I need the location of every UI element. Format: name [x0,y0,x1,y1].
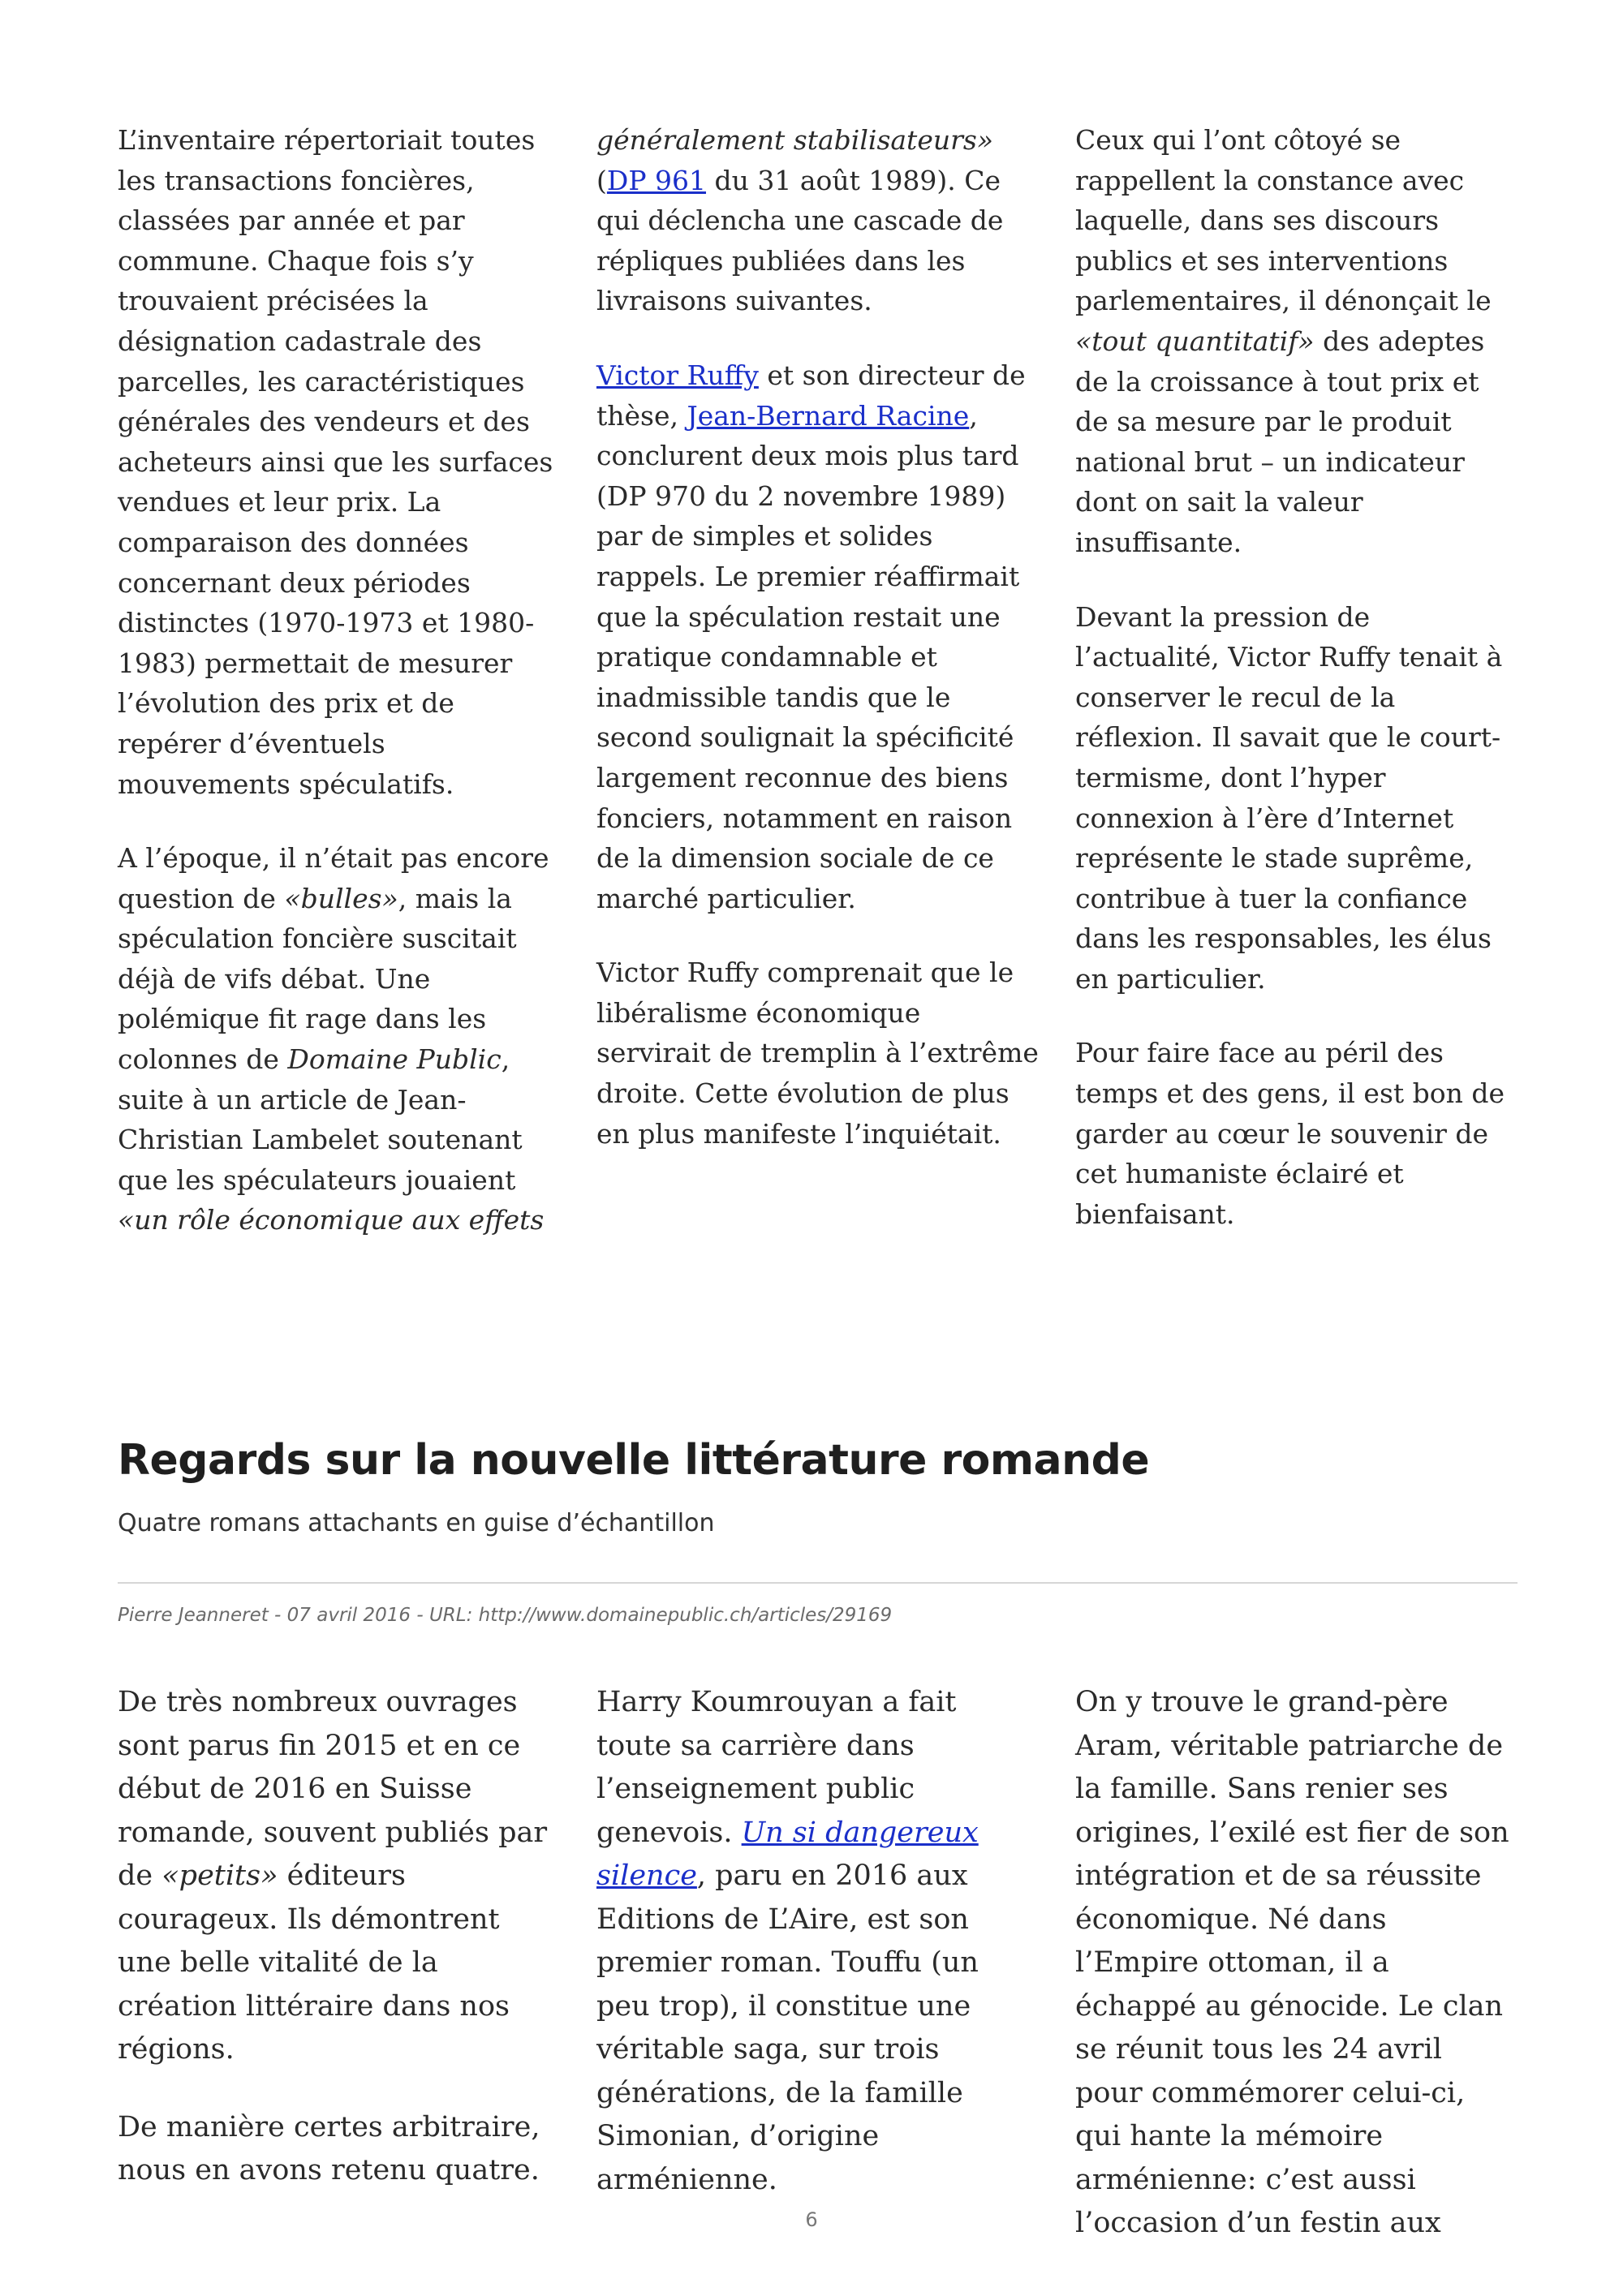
link-dp-961[interactable]: DP 961 [606,164,707,196]
publication-name: Domaine Public [287,1043,502,1076]
column-3 [1075,1681,1518,2246]
paragraph: On y trouve le grand-père Aram, véritable patriarche de la famille. Sans renier ses origines, l’exilé est fier de son intégration et de sa réussite économique. Né dans l’Empire ottoman, il a échappé au génocide. Le clan se réunit tous les 24 avril pour commémorer celui-ci, qui hante la mémoire arménienne: c’est aussi l’occasion d’un festin aux [1075,1686,1509,2239]
column-1 [118,1681,560,2246]
paragraph: Pour faire face au péril des temps et des gens, il est bon de garder au cœur le souvenir de cet humaniste éclairé et bienfaisant. [1075,1037,1505,1230]
column-3 [1075,120,1518,1240]
paragraph: L’inventaire répertoriait toutes les transactions foncières, classées par année et par commune. Chaque fois s’y trouvaient précisées la désignation cadastrale des parcelles, les caractéristiques générales des vendeurs et des acheteurs ainsi que les surfaces vendues et leur prix. La comparaison des données concernant deux périodes distinctes (1970-1973 et 1980-1983) permettait de mesurer l’évolution des prix et de repérer d’éventuels mouvements spéculatifs. [118,124,553,800]
paragraph: Harry Koumrouyan a fait toute sa carrière dans l’enseignement public genevois. Un si dangereux silence, paru en 2016 aux Editions de L’Aire, est son premier roman. Touffu (un peu trop), il constitue une véritable saga, sur trois générations, de la famille Simonian, d’origine arménienne. [596,1686,979,2196]
paragraph: Victor Ruffy comprenait que le libéralisme économique servirait de tremplin à l’extrême droite. Cette évolution de plus en plus manifeste l’inquiétait. [596,957,1039,1150]
article-title: Regards sur la nouvelle littérature romande [118,1436,1150,1485]
quote: «tout quantitatif» [1075,325,1315,357]
column-2 [596,1681,1039,2246]
quote: «un rôle économique aux effets [118,1204,545,1236]
article-columns [118,1681,1518,2246]
link-book-title[interactable]: Un si dangereux silence [596,1816,979,1892]
quote: généralement stabilisateurs» [596,124,994,156]
column-1 [118,120,560,1240]
paragraph: A l’époque, il n’était pas encore question de «bulles», mais la spéculation foncière suscitait déjà de vifs débat. Une polémique fit rage dans les colonnes de Domaine Public, suite à un article de Jean-Christian Lambelet soutenant que les spéculateurs jouaient «un rôle économique aux effets [118,842,549,1236]
paragraph: Victor Ruffy et son directeur de thèse, Jean-Bernard Racine, conclurent deux mois plus tard (DP 970 du 2 novembre 1989) par de simples et solides rappels. Le premier réaffirmait que la spéculation restait une pratique condamnable et inadmissible tandis que le second soulignait la spécificité largement reconnue des biens fonciers, notamment en raison de la dimension sociale de ce marché particulier. [596,359,1026,914]
article-meta: Pierre Jeanneret - 07 avril 2016 - URL: http://www.domainepublic.ch/articles/29169 [118,1605,893,1626]
article-subtitle: Quatre romans attachants en guise d’échantillon [118,1509,715,1537]
divider [118,1582,1518,1584]
quote-petits: «petits» [161,1860,278,1892]
link-victor-ruffy[interactable]: Victor Ruffy [596,359,759,391]
quote-bulles: «bulles» [284,882,398,914]
paragraph: Ceux qui l’ont côtoyé se rappellent la constance avec laquelle, dans ses discours publics et ses interventions parlementaires, il dénonçait le «tout quantitatif» des adeptes de la croissance à tout prix et de sa mesure par le produit national brut – un indicateur dont on sait la valeur insuffisante. [1075,124,1492,558]
previous-article-columns [118,120,1518,1240]
paragraph: généralement stabilisateurs» (DP 961 du 31 août 1989). Ce qui déclencha une cascade de répliques publiées dans les livraisons suivantes. [596,124,1004,317]
page-number: 6 [805,2208,818,2231]
paragraph: Devant la pression de l’actualité, Victor Ruffy tenait à conserver le recul de la réflexion. Il savait que le court-termisme, dont l’hyper connexion à l’ère d’Internet représente le stade suprême, contribue à tuer la confiance dans les responsables, les élus en particulier. [1075,600,1503,995]
paragraph: De très nombreux ouvrages sont parus fin 2015 et en ce début de 2016 en Suisse romande, souvent publiés par de «petits» éditeurs courageux. Ils démontrent une belle vitalité de la création littéraire dans nos régions. [118,1686,548,2066]
link-jean-bernard-racine[interactable]: Jean-Bernard Racine [687,399,970,432]
column-2 [596,120,1039,1240]
paragraph: De manière certes arbitraire, nous en avons retenu quatre. [118,2110,540,2186]
